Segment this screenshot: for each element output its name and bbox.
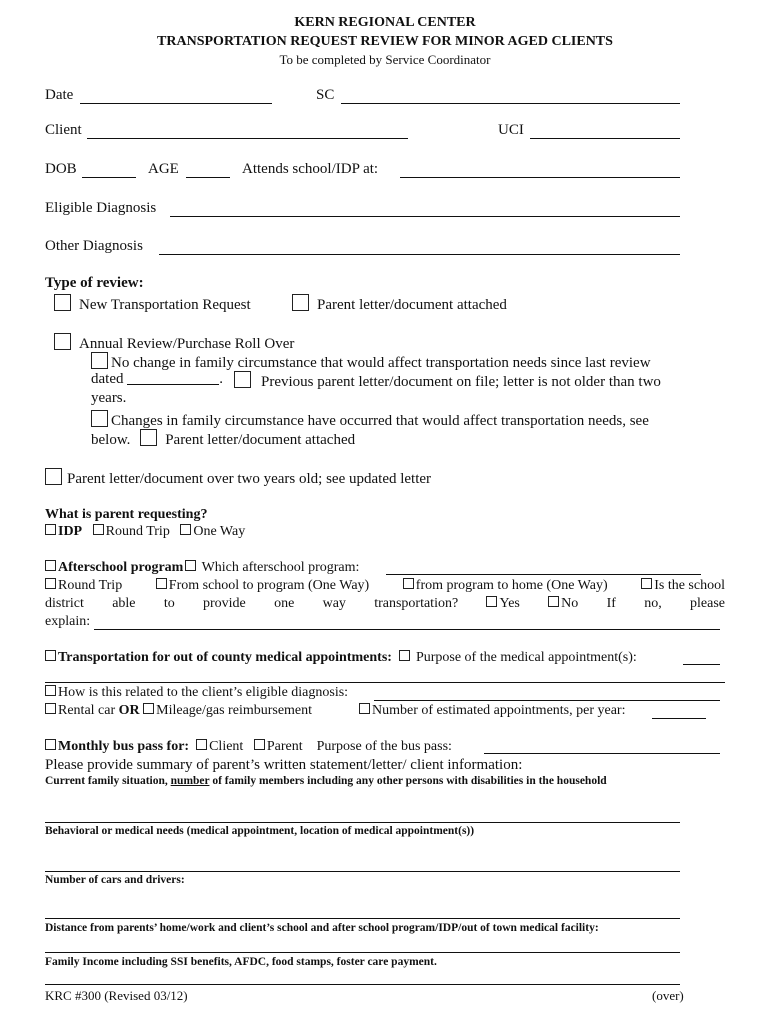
client-label: Client — [45, 122, 82, 138]
changes-letter-label: Parent letter/document attached — [165, 432, 356, 448]
afterschool-label: Afterschool program — [58, 560, 184, 575]
word: provide — [203, 596, 246, 611]
family-situation-field[interactable] — [45, 822, 680, 823]
bus-checkbox[interactable] — [45, 739, 56, 750]
bus-parent-checkbox[interactable] — [254, 739, 265, 750]
changes-checkbox[interactable] — [91, 410, 108, 427]
annual-label: Annual Review/Purchase Roll Over — [79, 336, 295, 352]
family-text-a: Current family situation, — [45, 775, 168, 787]
uci-label: UCI — [498, 122, 524, 138]
form-number: KRC #300 (Revised 03/12) — [45, 988, 188, 1003]
school-to-program-label: From school to program (One Way) — [168, 578, 370, 593]
medical-purpose-checkbox[interactable] — [399, 650, 410, 661]
bus-row — [45, 739, 452, 755]
requesting-heading: What is parent requesting? — [45, 507, 208, 522]
no-change-text: No change in family circumstance that would affect transportation needs since last review — [111, 355, 651, 371]
medical-purpose-label: Purpose of the medical appointment(s): — [415, 650, 637, 665]
no-label: No — [561, 596, 579, 611]
no-change-checkbox[interactable] — [91, 352, 108, 369]
changes-below-row — [91, 429, 355, 449]
dated-label: dated — [91, 371, 124, 387]
dated-field[interactable] — [127, 371, 219, 385]
related-row — [45, 685, 348, 701]
round-trip-label: Round Trip — [105, 524, 170, 539]
related-checkbox[interactable] — [45, 685, 56, 696]
related-field[interactable] — [374, 700, 720, 701]
date-field[interactable] — [80, 103, 272, 104]
changes-row — [91, 410, 649, 430]
word: no, — [644, 596, 662, 611]
medical-checkbox[interactable] — [45, 650, 56, 661]
changes-letter-checkbox[interactable] — [140, 429, 157, 446]
client-field[interactable] — [87, 138, 408, 139]
word: one — [274, 596, 295, 611]
word: district — [45, 596, 84, 611]
word: transportation? — [374, 596, 459, 611]
other-dx-label: Other Diagnosis — [45, 238, 143, 254]
attends-label: Attends school/IDP at: — [242, 161, 379, 177]
yes-checkbox[interactable] — [486, 596, 497, 607]
dated-period: . — [219, 371, 223, 387]
new-request-checkbox[interactable] — [54, 294, 71, 311]
over-note: (over) — [652, 988, 684, 1003]
annual-checkbox[interactable] — [54, 333, 71, 350]
num-appts-field[interactable] — [652, 718, 706, 719]
income-field[interactable] — [45, 984, 680, 985]
org-name: KERN REGIONAL CENTER — [294, 15, 476, 30]
distance-field[interactable] — [45, 952, 680, 953]
explain-label: explain: — [45, 614, 91, 629]
which-afterschool-field[interactable] — [386, 574, 701, 575]
which-afterschool-label: Which afterschool program: — [201, 560, 360, 575]
other-dx-field[interactable] — [159, 254, 680, 255]
bus-client-checkbox[interactable] — [196, 739, 207, 750]
review-new-row — [54, 294, 251, 314]
family-text-number: number — [170, 775, 210, 787]
review-letter-row — [292, 294, 507, 314]
eligible-dx-field[interactable] — [170, 216, 680, 217]
distance-label: Distance from parents’ home/work and client’s school and after school program/IDP/out of town medical facility: — [45, 922, 599, 934]
summary-intro: Please provide summary of parent’s written statement/letter/ client information: — [45, 757, 523, 773]
afterschool-row — [45, 560, 359, 576]
no-change-row — [91, 352, 651, 372]
prev-letter-row — [234, 371, 661, 391]
family-situation-label — [45, 775, 607, 787]
as-round-trip-label: Round Trip — [58, 578, 123, 593]
eligible-dx-label: Eligible Diagnosis — [45, 200, 157, 216]
is-the-school-label: Is the school — [654, 578, 725, 593]
no-change-dated-row — [91, 371, 223, 388]
idp-checkbox[interactable] — [45, 524, 56, 535]
form-title: TRANSPORTATION REQUEST REVIEW FOR MINOR AGED CLIENTS — [157, 34, 613, 49]
old-letter-checkbox[interactable] — [45, 468, 62, 485]
one-way-label: One Way — [193, 524, 246, 539]
explain-field[interactable] — [94, 629, 720, 630]
bus-parent-label: Parent — [266, 739, 303, 754]
which-afterschool-checkbox[interactable] — [185, 560, 196, 571]
changes-text: Changes in family circumstance have occurred that would affect transportation needs, see — [111, 413, 649, 429]
rental-checkbox[interactable] — [45, 703, 56, 714]
district-provide-checkbox[interactable] — [641, 578, 652, 589]
old-letter-row — [45, 468, 431, 488]
mileage-label: Mileage/gas reimbursement — [156, 703, 313, 718]
medical-purpose-field[interactable] — [683, 664, 720, 665]
related-label: How is this related to the client’s eligible diagnosis: — [58, 685, 349, 700]
mileage-checkbox[interactable] — [143, 703, 154, 714]
income-label: Family Income including SSI benefits, AFDC, food stamps, foster care payment. — [45, 956, 437, 968]
word: way — [322, 596, 346, 611]
num-appts-label: Number of estimated appointments, per year: — [372, 703, 626, 718]
below-text: below. — [91, 432, 131, 448]
round-trip-checkbox[interactable] — [93, 524, 104, 535]
letter-attached-label: Parent letter/document attached — [317, 297, 507, 313]
cars-label: Number of cars and drivers: — [45, 874, 185, 886]
word: If — [606, 596, 616, 611]
idp-label: IDP — [58, 524, 83, 539]
one-way-checkbox[interactable] — [180, 524, 191, 535]
word: please — [690, 596, 725, 611]
annual-row — [54, 333, 294, 353]
bus-client-label: Client — [209, 739, 244, 754]
date-label: Date — [45, 87, 74, 103]
form-subtitle: To be completed by Service Coordinator — [279, 52, 491, 67]
or-label: OR — [118, 703, 140, 718]
attends-field[interactable] — [400, 177, 680, 178]
review-heading: Type of review: — [45, 275, 144, 291]
years-text: years. — [91, 390, 127, 406]
behavioral-field[interactable] — [45, 871, 680, 872]
age-field[interactable] — [186, 177, 230, 178]
sc-field[interactable] — [341, 103, 680, 104]
dob-field[interactable] — [82, 177, 136, 178]
new-request-label: New Transportation Request — [79, 297, 251, 313]
yes-label: Yes — [499, 596, 520, 611]
bus-purpose-label: Purpose of the bus pass: — [316, 739, 452, 754]
family-text-b: of family members including any other persons with disabilities in the household — [212, 775, 607, 787]
prev-letter-label: Previous parent letter/document on file; letter is not older than two — [261, 374, 661, 390]
behavioral-label: Behavioral or medical needs (medical appointment, location of medical appointment(s)) — [45, 825, 475, 837]
rental-label: Rental car — [58, 703, 116, 718]
bus-label: Monthly bus pass for: — [58, 739, 190, 754]
as-round-trip-checkbox[interactable] — [45, 578, 56, 589]
old-letter-label: Parent letter/document over two years old; see updated letter — [67, 471, 432, 487]
program-to-home-label: from program to home (One Way) — [415, 578, 608, 593]
word: to — [163, 596, 175, 611]
program-to-home-checkbox[interactable] — [403, 578, 414, 589]
word: able — [112, 596, 136, 611]
dob-label: DOB — [45, 161, 77, 177]
num-appts-row — [359, 703, 625, 719]
letter-attached-checkbox[interactable] — [292, 294, 309, 311]
sc-label: SC — [316, 87, 335, 103]
prev-letter-checkbox[interactable] — [234, 371, 251, 388]
school-to-program-checkbox[interactable] — [156, 578, 167, 589]
medical-row — [45, 650, 637, 666]
num-appts-checkbox[interactable] — [359, 703, 370, 714]
afterschool-checkbox[interactable] — [45, 560, 56, 571]
reimbursement-row — [45, 703, 312, 719]
age-label: AGE — [148, 161, 179, 177]
medical-purpose-line2[interactable] — [45, 682, 725, 683]
afterschool-options-line1 — [45, 578, 725, 594]
requesting-options — [45, 524, 245, 540]
cars-field[interactable] — [45, 918, 680, 919]
medical-label: Transportation for out of county medical appointments: — [58, 650, 392, 665]
afterschool-options-line2 — [45, 596, 725, 612]
bus-purpose-field[interactable] — [484, 753, 720, 754]
uci-field[interactable] — [530, 138, 680, 139]
no-checkbox[interactable] — [548, 596, 559, 607]
